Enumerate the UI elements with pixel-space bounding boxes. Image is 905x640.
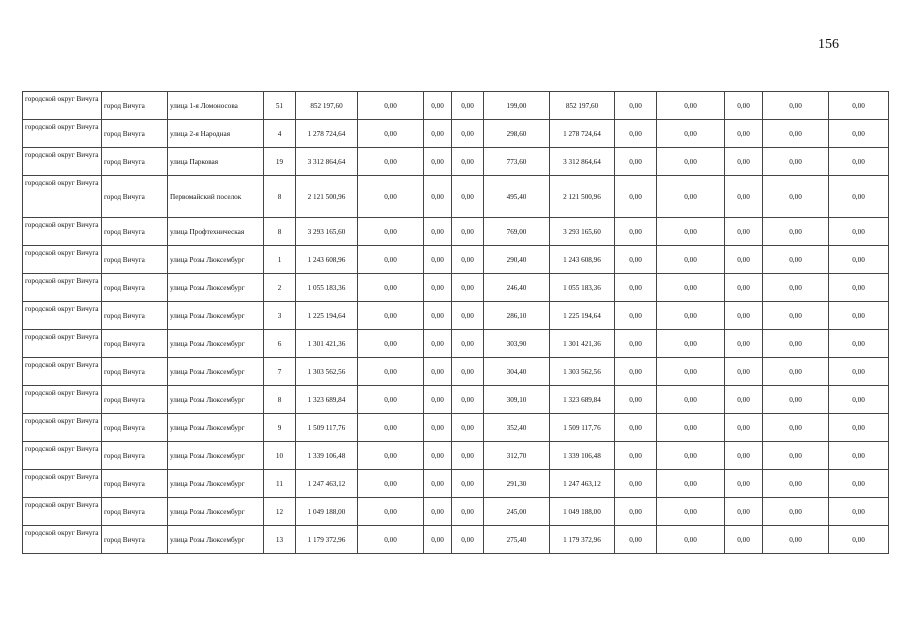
value-cell: 0,00 <box>763 414 829 442</box>
municipality-cell: городской округ Вичуга <box>23 358 102 386</box>
house-number-cell: 12 <box>264 498 296 526</box>
value-cell: 0,00 <box>615 176 657 218</box>
municipality-cell: городской округ Вичуга <box>23 274 102 302</box>
value-cell: 0,00 <box>424 120 452 148</box>
cost-cell: 1 509 117,76 <box>296 414 358 442</box>
value-cell: 0,00 <box>358 498 424 526</box>
area-cell: 245,00 <box>484 498 550 526</box>
value-cell: 0,00 <box>725 470 763 498</box>
house-number-cell: 11 <box>264 470 296 498</box>
city-cell: город Вичуга <box>102 302 168 330</box>
table-row <box>23 470 889 498</box>
value-cell: 0,00 <box>358 92 424 120</box>
value-cell: 0,00 <box>424 176 452 218</box>
value-cell: 0,00 <box>763 120 829 148</box>
value-cell: 0,00 <box>725 92 763 120</box>
area-cell: 199,00 <box>484 92 550 120</box>
cost-cell: 3 293 165,60 <box>296 218 358 246</box>
value-cell: 0,00 <box>424 274 452 302</box>
street-cell: улица Розы Люксембург <box>168 330 264 358</box>
value-cell: 0,00 <box>725 498 763 526</box>
city-cell: город Вичуга <box>102 526 168 554</box>
value-cell: 0,00 <box>615 498 657 526</box>
municipality-cell: городской округ Вичуга <box>23 246 102 274</box>
registry-table <box>22 91 889 554</box>
value-cell: 0,00 <box>452 246 484 274</box>
total-cell: 2 121 500,96 <box>550 176 615 218</box>
value-cell: 0,00 <box>657 246 725 274</box>
value-cell: 0,00 <box>725 302 763 330</box>
value-cell: 0,00 <box>615 470 657 498</box>
cost-cell: 1 243 608,96 <box>296 246 358 274</box>
value-cell: 0,00 <box>615 120 657 148</box>
value-cell: 0,00 <box>657 120 725 148</box>
value-cell: 0,00 <box>725 386 763 414</box>
area-cell: 495,40 <box>484 176 550 218</box>
city-cell: город Вичуга <box>102 442 168 470</box>
value-cell: 0,00 <box>657 302 725 330</box>
value-cell: 0,00 <box>358 120 424 148</box>
value-cell: 0,00 <box>424 358 452 386</box>
value-cell: 0,00 <box>725 246 763 274</box>
cost-cell: 1 247 463,12 <box>296 470 358 498</box>
street-cell: улица Розы Люксембург <box>168 470 264 498</box>
value-cell: 0,00 <box>725 120 763 148</box>
cost-cell: 1 049 188,00 <box>296 498 358 526</box>
value-cell: 0,00 <box>358 274 424 302</box>
area-cell: 303,90 <box>484 330 550 358</box>
cost-cell: 2 121 500,96 <box>296 176 358 218</box>
table-row <box>23 274 889 302</box>
city-cell: город Вичуга <box>102 246 168 274</box>
total-cell: 1 243 608,96 <box>550 246 615 274</box>
value-cell: 0,00 <box>358 176 424 218</box>
value-cell: 0,00 <box>657 148 725 176</box>
value-cell: 0,00 <box>829 414 889 442</box>
value-cell: 0,00 <box>615 274 657 302</box>
value-cell: 0,00 <box>829 148 889 176</box>
value-cell: 0,00 <box>829 176 889 218</box>
value-cell: 0,00 <box>615 148 657 176</box>
value-cell: 0,00 <box>763 274 829 302</box>
municipality-cell: городской округ Вичуга <box>23 386 102 414</box>
value-cell: 0,00 <box>657 330 725 358</box>
value-cell: 0,00 <box>657 414 725 442</box>
value-cell: 0,00 <box>615 302 657 330</box>
value-cell: 0,00 <box>452 358 484 386</box>
area-cell: 769,00 <box>484 218 550 246</box>
value-cell: 0,00 <box>424 386 452 414</box>
total-cell: 1 225 194,64 <box>550 302 615 330</box>
value-cell: 0,00 <box>615 414 657 442</box>
house-number-cell: 4 <box>264 120 296 148</box>
street-cell: улица 1-я Ломоносова <box>168 92 264 120</box>
value-cell: 0,00 <box>657 498 725 526</box>
value-cell: 0,00 <box>657 176 725 218</box>
city-cell: город Вичуга <box>102 218 168 246</box>
municipality-cell: городской округ Вичуга <box>23 302 102 330</box>
area-cell: 290,40 <box>484 246 550 274</box>
street-cell: улица Розы Люксембург <box>168 302 264 330</box>
cost-cell: 1 323 689,84 <box>296 386 358 414</box>
value-cell: 0,00 <box>615 386 657 414</box>
total-cell: 1 179 372,96 <box>550 526 615 554</box>
house-number-cell: 19 <box>264 148 296 176</box>
cost-cell: 3 312 864,64 <box>296 148 358 176</box>
cost-cell: 1 179 372,96 <box>296 526 358 554</box>
value-cell: 0,00 <box>358 330 424 358</box>
value-cell: 0,00 <box>725 176 763 218</box>
value-cell: 0,00 <box>358 386 424 414</box>
value-cell: 0,00 <box>452 274 484 302</box>
house-number-cell: 8 <box>264 386 296 414</box>
street-cell: улица Розы Люксембург <box>168 358 264 386</box>
value-cell: 0,00 <box>424 92 452 120</box>
value-cell: 0,00 <box>657 526 725 554</box>
value-cell: 0,00 <box>829 330 889 358</box>
value-cell: 0,00 <box>657 470 725 498</box>
street-cell: улица Розы Люксембург <box>168 498 264 526</box>
value-cell: 0,00 <box>615 526 657 554</box>
value-cell: 0,00 <box>358 148 424 176</box>
value-cell: 0,00 <box>424 218 452 246</box>
city-cell: город Вичуга <box>102 386 168 414</box>
value-cell: 0,00 <box>763 470 829 498</box>
total-cell: 3 312 864,64 <box>550 148 615 176</box>
cost-cell: 1 055 183,36 <box>296 274 358 302</box>
value-cell: 0,00 <box>763 302 829 330</box>
value-cell: 0,00 <box>829 386 889 414</box>
table-row <box>23 176 889 218</box>
value-cell: 0,00 <box>452 442 484 470</box>
value-cell: 0,00 <box>725 274 763 302</box>
table-row <box>23 442 889 470</box>
value-cell: 0,00 <box>452 176 484 218</box>
value-cell: 0,00 <box>763 442 829 470</box>
city-cell: город Вичуга <box>102 358 168 386</box>
value-cell: 0,00 <box>424 302 452 330</box>
house-number-cell: 8 <box>264 218 296 246</box>
area-cell: 275,40 <box>484 526 550 554</box>
value-cell: 0,00 <box>725 330 763 358</box>
value-cell: 0,00 <box>829 218 889 246</box>
value-cell: 0,00 <box>615 330 657 358</box>
value-cell: 0,00 <box>829 498 889 526</box>
value-cell: 0,00 <box>358 302 424 330</box>
city-cell: город Вичуга <box>102 120 168 148</box>
table-row <box>23 498 889 526</box>
value-cell: 0,00 <box>424 246 452 274</box>
value-cell: 0,00 <box>358 358 424 386</box>
value-cell: 0,00 <box>763 358 829 386</box>
value-cell: 0,00 <box>829 246 889 274</box>
value-cell: 0,00 <box>452 470 484 498</box>
value-cell: 0,00 <box>763 246 829 274</box>
municipality-cell: городской округ Вичуга <box>23 414 102 442</box>
table-row <box>23 330 889 358</box>
municipality-cell: городской округ Вичуга <box>23 442 102 470</box>
total-cell: 852 197,60 <box>550 92 615 120</box>
street-cell: улица 2-я Народная <box>168 120 264 148</box>
house-number-cell: 2 <box>264 274 296 302</box>
value-cell: 0,00 <box>829 120 889 148</box>
area-cell: 312,70 <box>484 442 550 470</box>
value-cell: 0,00 <box>424 414 452 442</box>
municipality-cell: городской округ Вичуга <box>23 176 102 218</box>
municipality-cell: городской округ Вичуга <box>23 92 102 120</box>
table-row <box>23 302 889 330</box>
total-cell: 1 049 188,00 <box>550 498 615 526</box>
cost-cell: 1 303 562,56 <box>296 358 358 386</box>
value-cell: 0,00 <box>763 330 829 358</box>
municipality-cell: городской округ Вичуга <box>23 470 102 498</box>
city-cell: город Вичуга <box>102 274 168 302</box>
street-cell: улица Розы Люксембург <box>168 526 264 554</box>
total-cell: 1 247 463,12 <box>550 470 615 498</box>
value-cell: 0,00 <box>657 92 725 120</box>
value-cell: 0,00 <box>424 330 452 358</box>
area-cell: 291,30 <box>484 470 550 498</box>
cost-cell: 852 197,60 <box>296 92 358 120</box>
municipality-cell: городской округ Вичуга <box>23 120 102 148</box>
value-cell: 0,00 <box>358 470 424 498</box>
table-row <box>23 526 889 554</box>
value-cell: 0,00 <box>829 358 889 386</box>
value-cell: 0,00 <box>358 246 424 274</box>
city-cell: город Вичуга <box>102 330 168 358</box>
street-cell: Первомайский поселок <box>168 176 264 218</box>
value-cell: 0,00 <box>358 442 424 470</box>
house-number-cell: 13 <box>264 526 296 554</box>
table-row <box>23 148 889 176</box>
cost-cell: 1 225 194,64 <box>296 302 358 330</box>
value-cell: 0,00 <box>452 218 484 246</box>
value-cell: 0,00 <box>657 274 725 302</box>
city-cell: город Вичуга <box>102 148 168 176</box>
value-cell: 0,00 <box>763 176 829 218</box>
area-cell: 773,60 <box>484 148 550 176</box>
value-cell: 0,00 <box>725 148 763 176</box>
value-cell: 0,00 <box>763 498 829 526</box>
total-cell: 1 323 689,84 <box>550 386 615 414</box>
house-number-cell: 3 <box>264 302 296 330</box>
value-cell: 0,00 <box>615 358 657 386</box>
house-number-cell: 1 <box>264 246 296 274</box>
table-row <box>23 246 889 274</box>
value-cell: 0,00 <box>424 442 452 470</box>
area-cell: 286,10 <box>484 302 550 330</box>
value-cell: 0,00 <box>452 330 484 358</box>
value-cell: 0,00 <box>829 302 889 330</box>
value-cell: 0,00 <box>452 498 484 526</box>
municipality-cell: городской округ Вичуга <box>23 526 102 554</box>
value-cell: 0,00 <box>615 442 657 470</box>
value-cell: 0,00 <box>615 218 657 246</box>
house-number-cell: 9 <box>264 414 296 442</box>
value-cell: 0,00 <box>725 414 763 442</box>
value-cell: 0,00 <box>763 218 829 246</box>
value-cell: 0,00 <box>657 218 725 246</box>
total-cell: 1 055 183,36 <box>550 274 615 302</box>
table-row <box>23 414 889 442</box>
street-cell: улица Профтехническая <box>168 218 264 246</box>
page-number: 156 <box>818 37 839 52</box>
value-cell: 0,00 <box>725 526 763 554</box>
house-number-cell: 7 <box>264 358 296 386</box>
house-number-cell: 6 <box>264 330 296 358</box>
table-row <box>23 120 889 148</box>
total-cell: 3 293 165,60 <box>550 218 615 246</box>
value-cell: 0,00 <box>829 470 889 498</box>
table-row <box>23 386 889 414</box>
value-cell: 0,00 <box>763 92 829 120</box>
value-cell: 0,00 <box>452 526 484 554</box>
street-cell: улица Розы Люксембург <box>168 274 264 302</box>
value-cell: 0,00 <box>657 358 725 386</box>
street-cell: улица Розы Люксембург <box>168 414 264 442</box>
value-cell: 0,00 <box>452 302 484 330</box>
value-cell: 0,00 <box>452 386 484 414</box>
value-cell: 0,00 <box>424 470 452 498</box>
value-cell: 0,00 <box>424 148 452 176</box>
value-cell: 0,00 <box>358 414 424 442</box>
cost-cell: 1 301 421,36 <box>296 330 358 358</box>
value-cell: 0,00 <box>829 92 889 120</box>
value-cell: 0,00 <box>615 246 657 274</box>
area-cell: 246,40 <box>484 274 550 302</box>
value-cell: 0,00 <box>725 358 763 386</box>
cost-cell: 1 278 724,64 <box>296 120 358 148</box>
value-cell: 0,00 <box>358 218 424 246</box>
city-cell: город Вичуга <box>102 176 168 218</box>
value-cell: 0,00 <box>424 526 452 554</box>
total-cell: 1 301 421,36 <box>550 330 615 358</box>
total-cell: 1 278 724,64 <box>550 120 615 148</box>
city-cell: город Вичуга <box>102 470 168 498</box>
value-cell: 0,00 <box>452 414 484 442</box>
area-cell: 298,60 <box>484 120 550 148</box>
municipality-cell: городской округ Вичуга <box>23 148 102 176</box>
city-cell: город Вичуга <box>102 498 168 526</box>
value-cell: 0,00 <box>452 92 484 120</box>
value-cell: 0,00 <box>657 386 725 414</box>
municipality-cell: городской округ Вичуга <box>23 218 102 246</box>
house-number-cell: 51 <box>264 92 296 120</box>
value-cell: 0,00 <box>615 92 657 120</box>
total-cell: 1 509 117,76 <box>550 414 615 442</box>
value-cell: 0,00 <box>763 148 829 176</box>
table-row <box>23 218 889 246</box>
municipality-cell: городской округ Вичуга <box>23 330 102 358</box>
street-cell: улица Розы Люксембург <box>168 442 264 470</box>
area-cell: 309,10 <box>484 386 550 414</box>
value-cell: 0,00 <box>657 442 725 470</box>
value-cell: 0,00 <box>725 442 763 470</box>
total-cell: 1 339 106,48 <box>550 442 615 470</box>
value-cell: 0,00 <box>358 526 424 554</box>
table-row <box>23 358 889 386</box>
value-cell: 0,00 <box>725 218 763 246</box>
street-cell: улица Розы Люксембург <box>168 246 264 274</box>
value-cell: 0,00 <box>763 386 829 414</box>
house-number-cell: 10 <box>264 442 296 470</box>
value-cell: 0,00 <box>829 442 889 470</box>
municipality-cell: городской округ Вичуга <box>23 498 102 526</box>
house-number-cell: 8 <box>264 176 296 218</box>
value-cell: 0,00 <box>829 526 889 554</box>
city-cell: город Вичуга <box>102 414 168 442</box>
value-cell: 0,00 <box>829 274 889 302</box>
table-row <box>23 92 889 120</box>
street-cell: улица Розы Люксембург <box>168 386 264 414</box>
value-cell: 0,00 <box>763 526 829 554</box>
value-cell: 0,00 <box>452 120 484 148</box>
street-cell: улица Парковая <box>168 148 264 176</box>
city-cell: город Вичуга <box>102 92 168 120</box>
value-cell: 0,00 <box>424 498 452 526</box>
area-cell: 304,40 <box>484 358 550 386</box>
cost-cell: 1 339 106,48 <box>296 442 358 470</box>
total-cell: 1 303 562,56 <box>550 358 615 386</box>
value-cell: 0,00 <box>452 148 484 176</box>
area-cell: 352,40 <box>484 414 550 442</box>
